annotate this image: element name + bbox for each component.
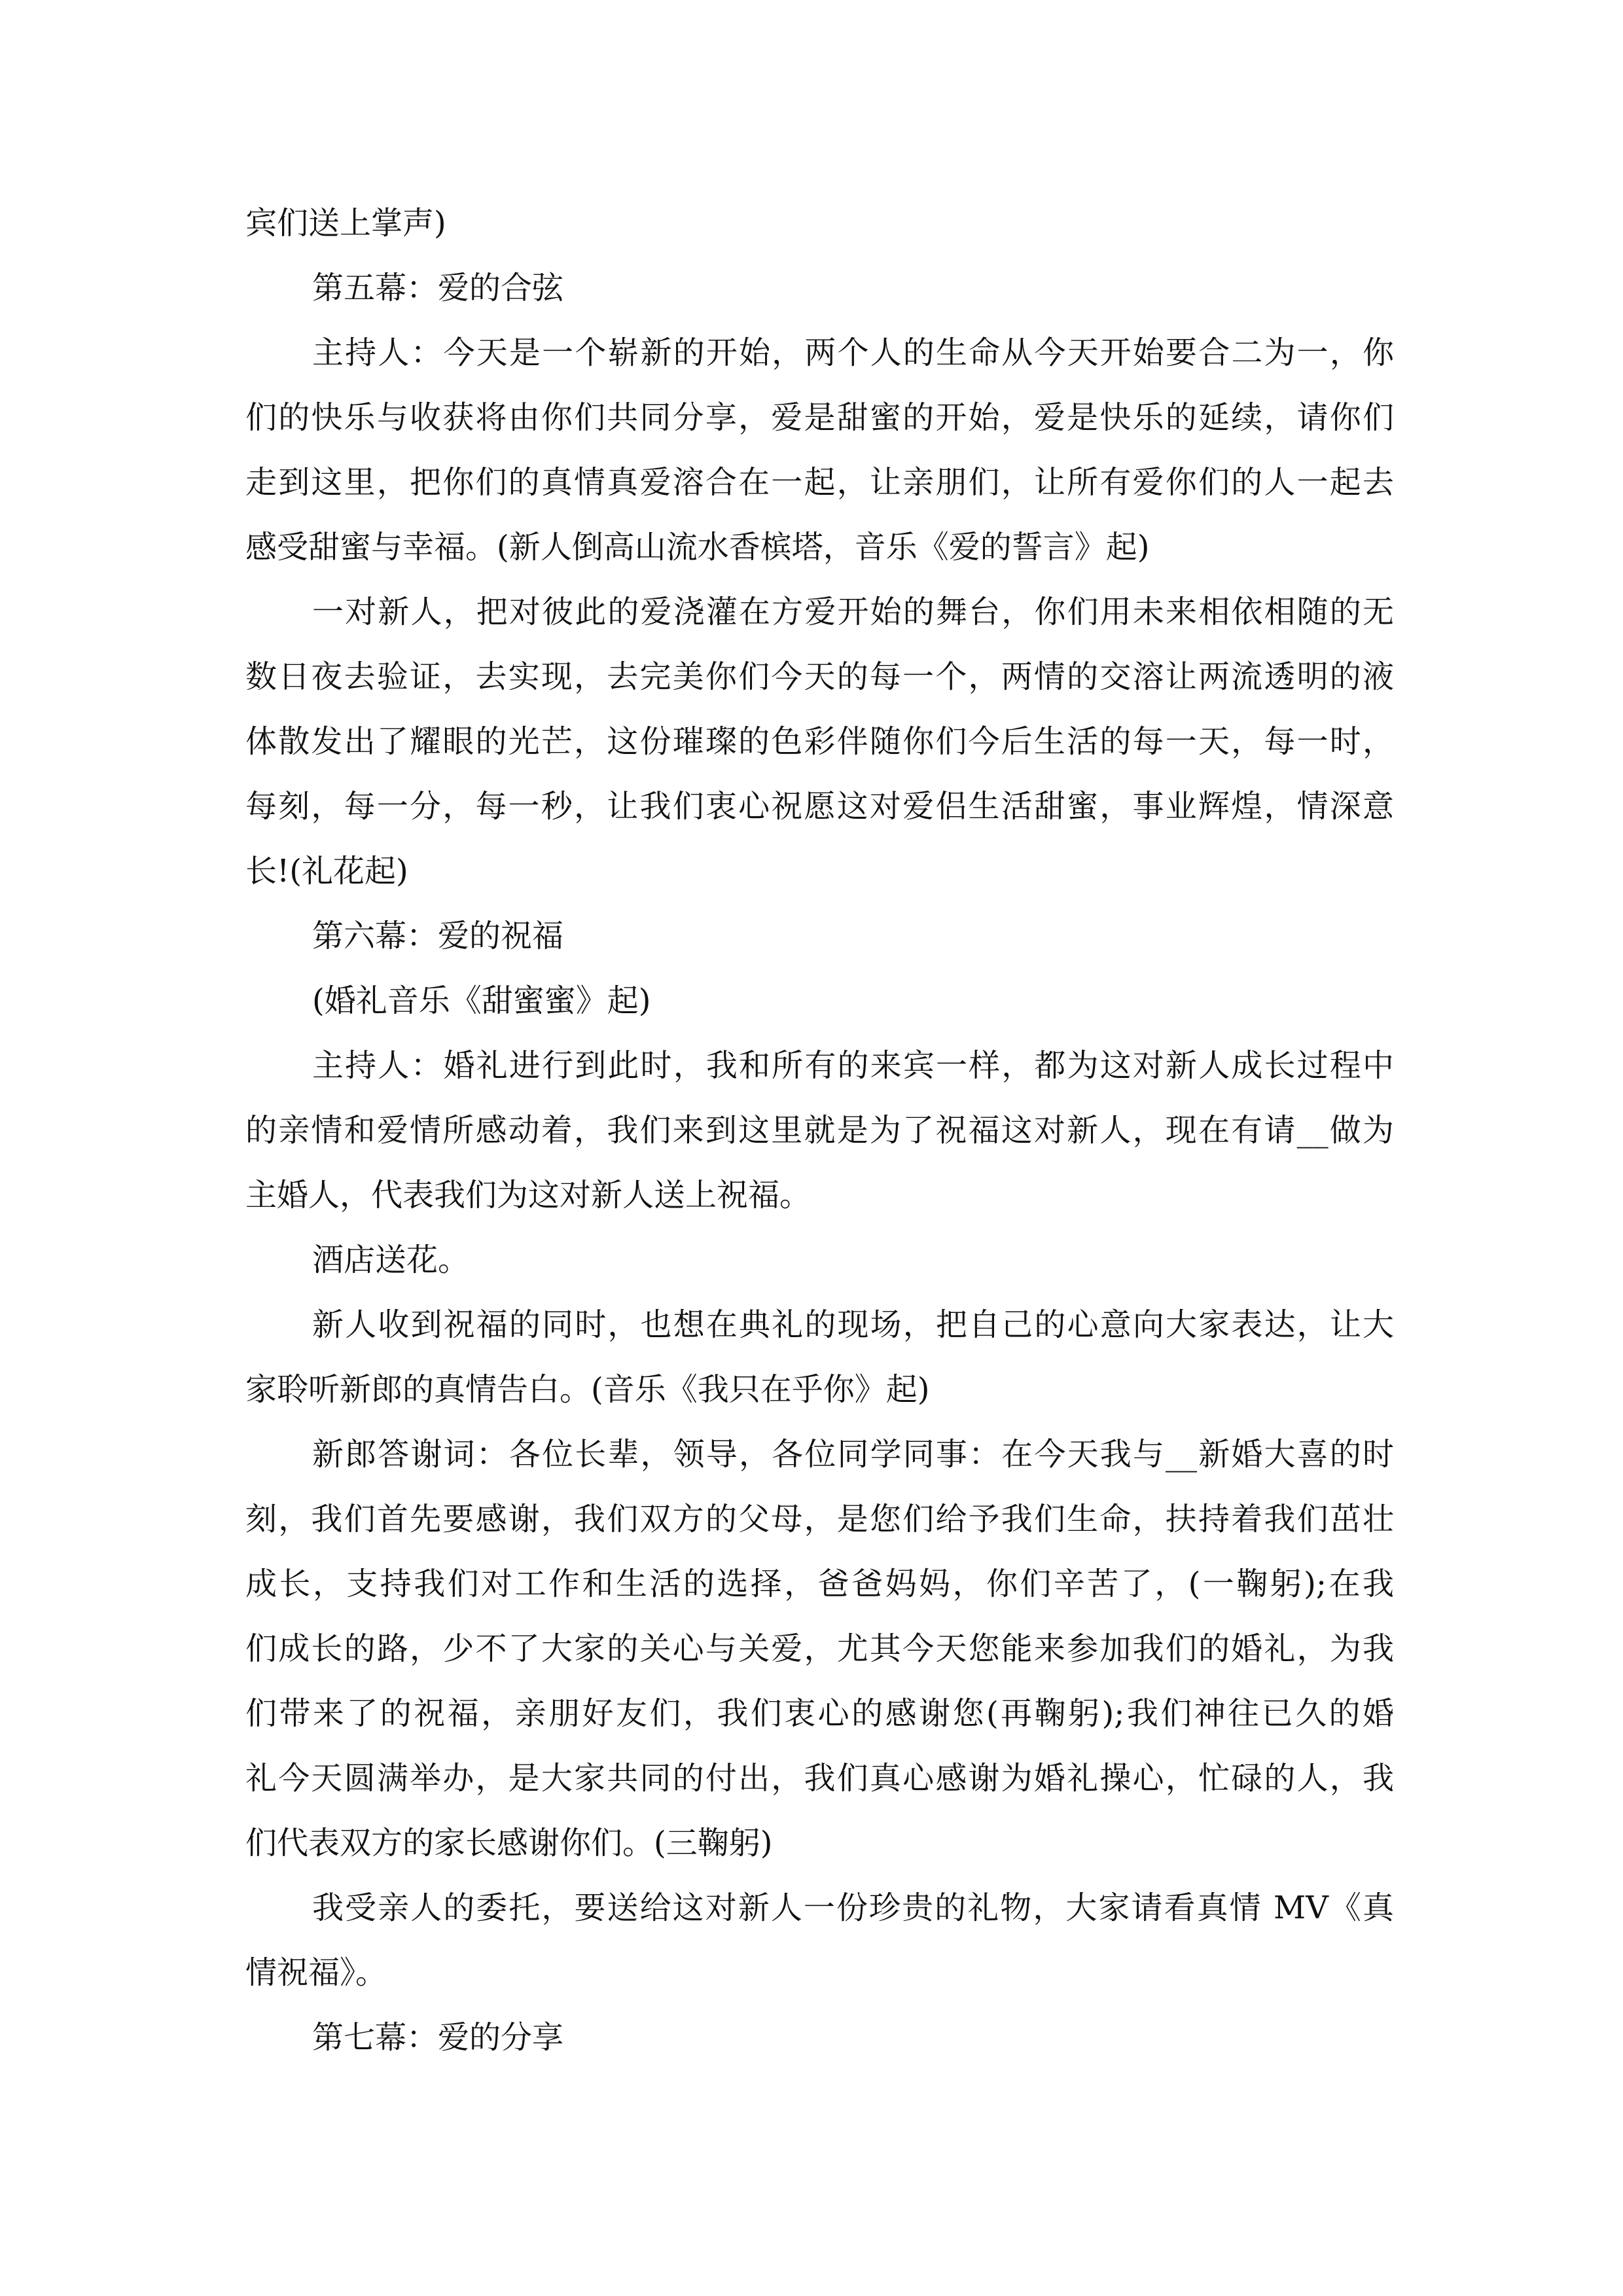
text-line: 第五幕：爱的合弦 [312, 270, 564, 306]
text-line: 酒店送花。 [312, 1242, 470, 1278]
text-line: 走到这里，把你们的真情真爱溶合在一起，让亲朋们，让所有爱你们的人一起去 [245, 464, 1394, 501]
text-line: 第六幕：爱的祝福 [312, 918, 564, 954]
text-line: 主婚人，代表我们为这对新人送上祝福。 [245, 1177, 812, 1213]
text-line: 长!(礼花起) [245, 853, 408, 889]
text-line: 一对新人，把对彼此的爱浇灌在方爱开始的舞台，你们用未来相依相随的无 [312, 594, 1394, 630]
text-line: 们代表双方的家长感谢你们。(三鞠躬) [245, 1825, 773, 1861]
text-line: 们的快乐与收获将由你们共同分享，爱是甜蜜的开始，爱是快乐的延续，请你们 [245, 399, 1394, 436]
text-line: (婚礼音乐《甜蜜蜜》起) [312, 982, 651, 1019]
document-body [245, 191, 1394, 2070]
text-line: 们带来了的祝福，亲朋好友们，我们衷心的感谢您(再鞠躬);我们神往已久的婚 [245, 1695, 1394, 1732]
text-line: 刻，我们首先要感谢，我们双方的父母，是您们给予我们生命，扶持着我们茁壮 [245, 1501, 1394, 1537]
text-line: 新人收到祝福的同时，也想在典礼的现场，把自己的心意向大家表达，让大 [312, 1306, 1394, 1343]
text-line: 们成长的路，少不了大家的关心与关爱，尤其今天您能来参加我们的婚礼，为我 [245, 1630, 1394, 1667]
text-line: 的亲情和爱情所感动着，我们来到这里就是为了祝福这对新人，现在有请__做为 [245, 1112, 1394, 1149]
text-line: 情祝福》。 [245, 1954, 387, 1991]
text-line: 家聆听新郎的真情告白。(音乐《我只在乎你》起) [245, 1371, 930, 1408]
text-line: 主持人：婚礼进行到此时，我和所有的来宾一样，都为这对新人成长过程中 [312, 1047, 1394, 1084]
text-line: 第七幕：爱的分享 [312, 2019, 564, 2056]
text-line: 感受甜蜜与幸福。(新人倒高山流水香槟塔，音乐《爱的誓言》起) [245, 529, 1150, 565]
text-line: 体散发出了耀眼的光芒，这份璀璨的色彩伴随你们今后生活的每一天，每一时， [245, 723, 1394, 760]
text-line: 礼今天圆满举办，是大家共同的付出，我们真心感谢为婚礼操心，忙碌的人，我 [245, 1760, 1394, 1797]
text-line: 宾们送上掌声) [245, 205, 446, 242]
text-line: 新郎答谢词：各位长辈，领导，各位同学同事：在今天我与__新婚大喜的时 [312, 1436, 1394, 1473]
text-line: 每刻，每一分，每一秒，让我们衷心祝愿这对爱侣生活甜蜜，事业辉煌，情深意 [245, 788, 1394, 825]
text-line: 成长，支持我们对工作和生活的选择，爸爸妈妈，你们辛苦了，(一鞠躬);在我 [245, 1566, 1394, 1602]
text-line: 主持人：今天是一个崭新的开始，两个人的生命从今天开始要合二为一，你 [312, 334, 1394, 371]
text-line: 数日夜去验证，去实现，去完美你们今天的每一个，两情的交溶让两流透明的液 [245, 658, 1394, 695]
text-line: 我受亲人的委托，要送给这对新人一份珍贵的礼物，大家请看真情 MV《真 [312, 1890, 1394, 1926]
